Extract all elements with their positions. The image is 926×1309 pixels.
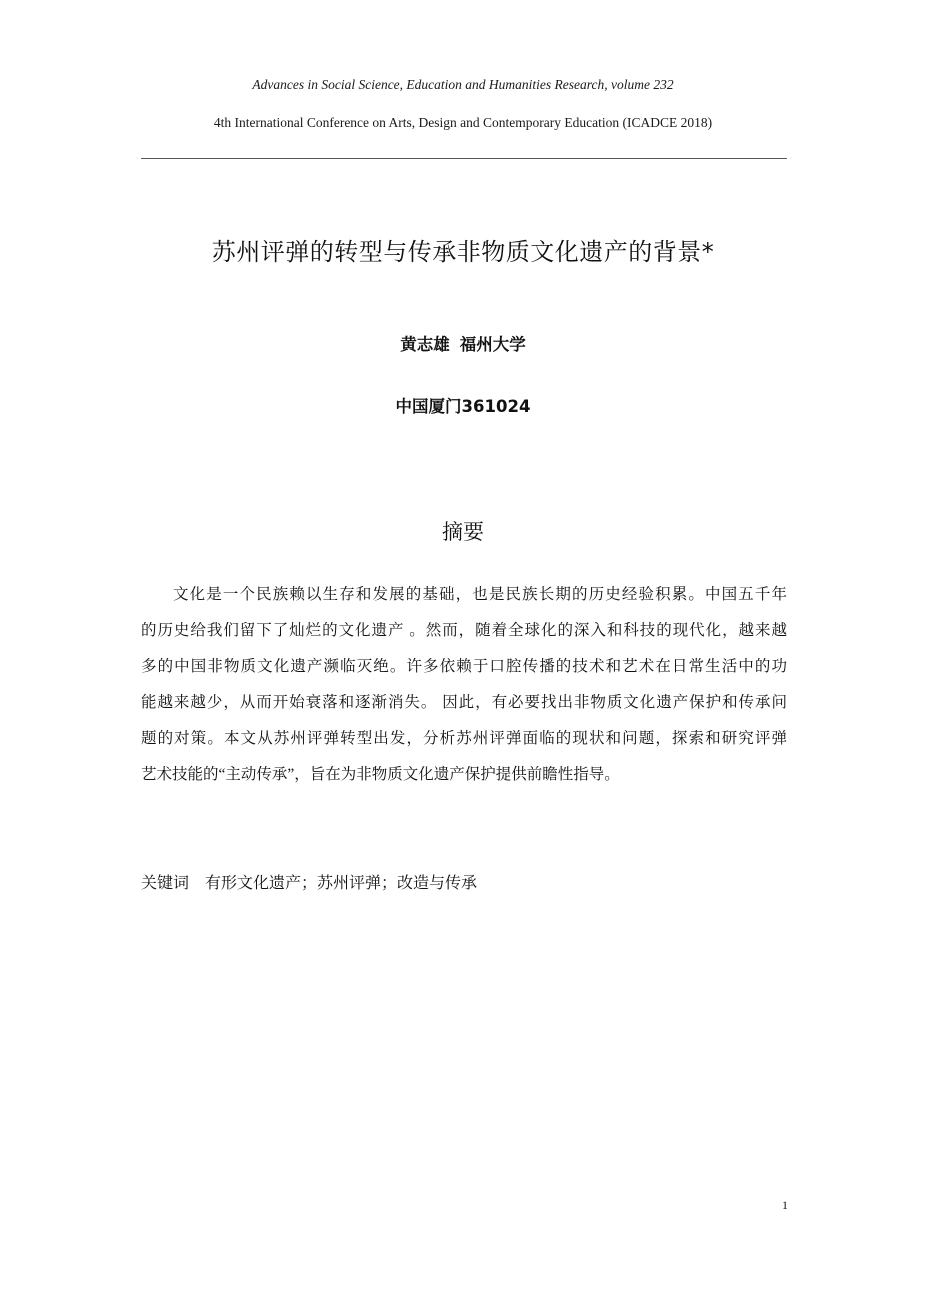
author-line bbox=[0, 331, 926, 355]
author-name: 黄志雄 bbox=[400, 335, 450, 354]
author-affiliation: 福州大学 bbox=[459, 335, 526, 354]
abstract-line: 文化是一个民族赖以生存和发展的基础，也是民族长期的历史经验积累。中国五千年 bbox=[173, 586, 787, 603]
abstract-line: 题的对策。本文从苏州评弹转型出发，分析苏州评弹面临的现状和问题，探索和研究评弹 bbox=[141, 730, 787, 747]
keywords-label: 关键词 bbox=[141, 873, 190, 892]
header-divider bbox=[141, 158, 787, 159]
running-head-journal: Advances in Social Science, Education and Humanities Research, volume 232 bbox=[252, 77, 674, 92]
abstract-heading: 摘要 bbox=[442, 520, 484, 544]
abstract-line: 艺术技能的“主动传承”，旨在为非物质文化遗产保护提供前瞻性指导。 bbox=[141, 766, 620, 783]
abstract-line: 的历史给我们留下了灿烂的文化遗产 。然而，随着全球化的深入和科技的现代化，越来越 bbox=[141, 622, 787, 639]
abstract-line: 能越来越少，从而开始衰落和逐渐消失。 因此，有必要找出非物质文化遗产保护和传承问 bbox=[141, 694, 787, 711]
keywords-text: 有形文化遗产；苏州评弹；改造与传承 bbox=[205, 875, 478, 892]
paper-title: 苏州评弹的转型与传承非物质文化遗产的背景* bbox=[211, 238, 715, 266]
page-number: 1 bbox=[782, 1198, 788, 1212]
author-address: 中国厦门361024 bbox=[395, 397, 531, 416]
keywords-line bbox=[141, 870, 477, 893]
abstract-line: 多的中国非物质文化遗产濒临灭绝。许多依赖于口腔传播的技术和艺术在日常生活中的功 bbox=[141, 658, 787, 675]
running-head-conference: 4th International Conference on Arts, Design and Contemporary Education (ICADCE 2018) bbox=[213, 115, 713, 130]
abstract-body bbox=[141, 577, 787, 793]
